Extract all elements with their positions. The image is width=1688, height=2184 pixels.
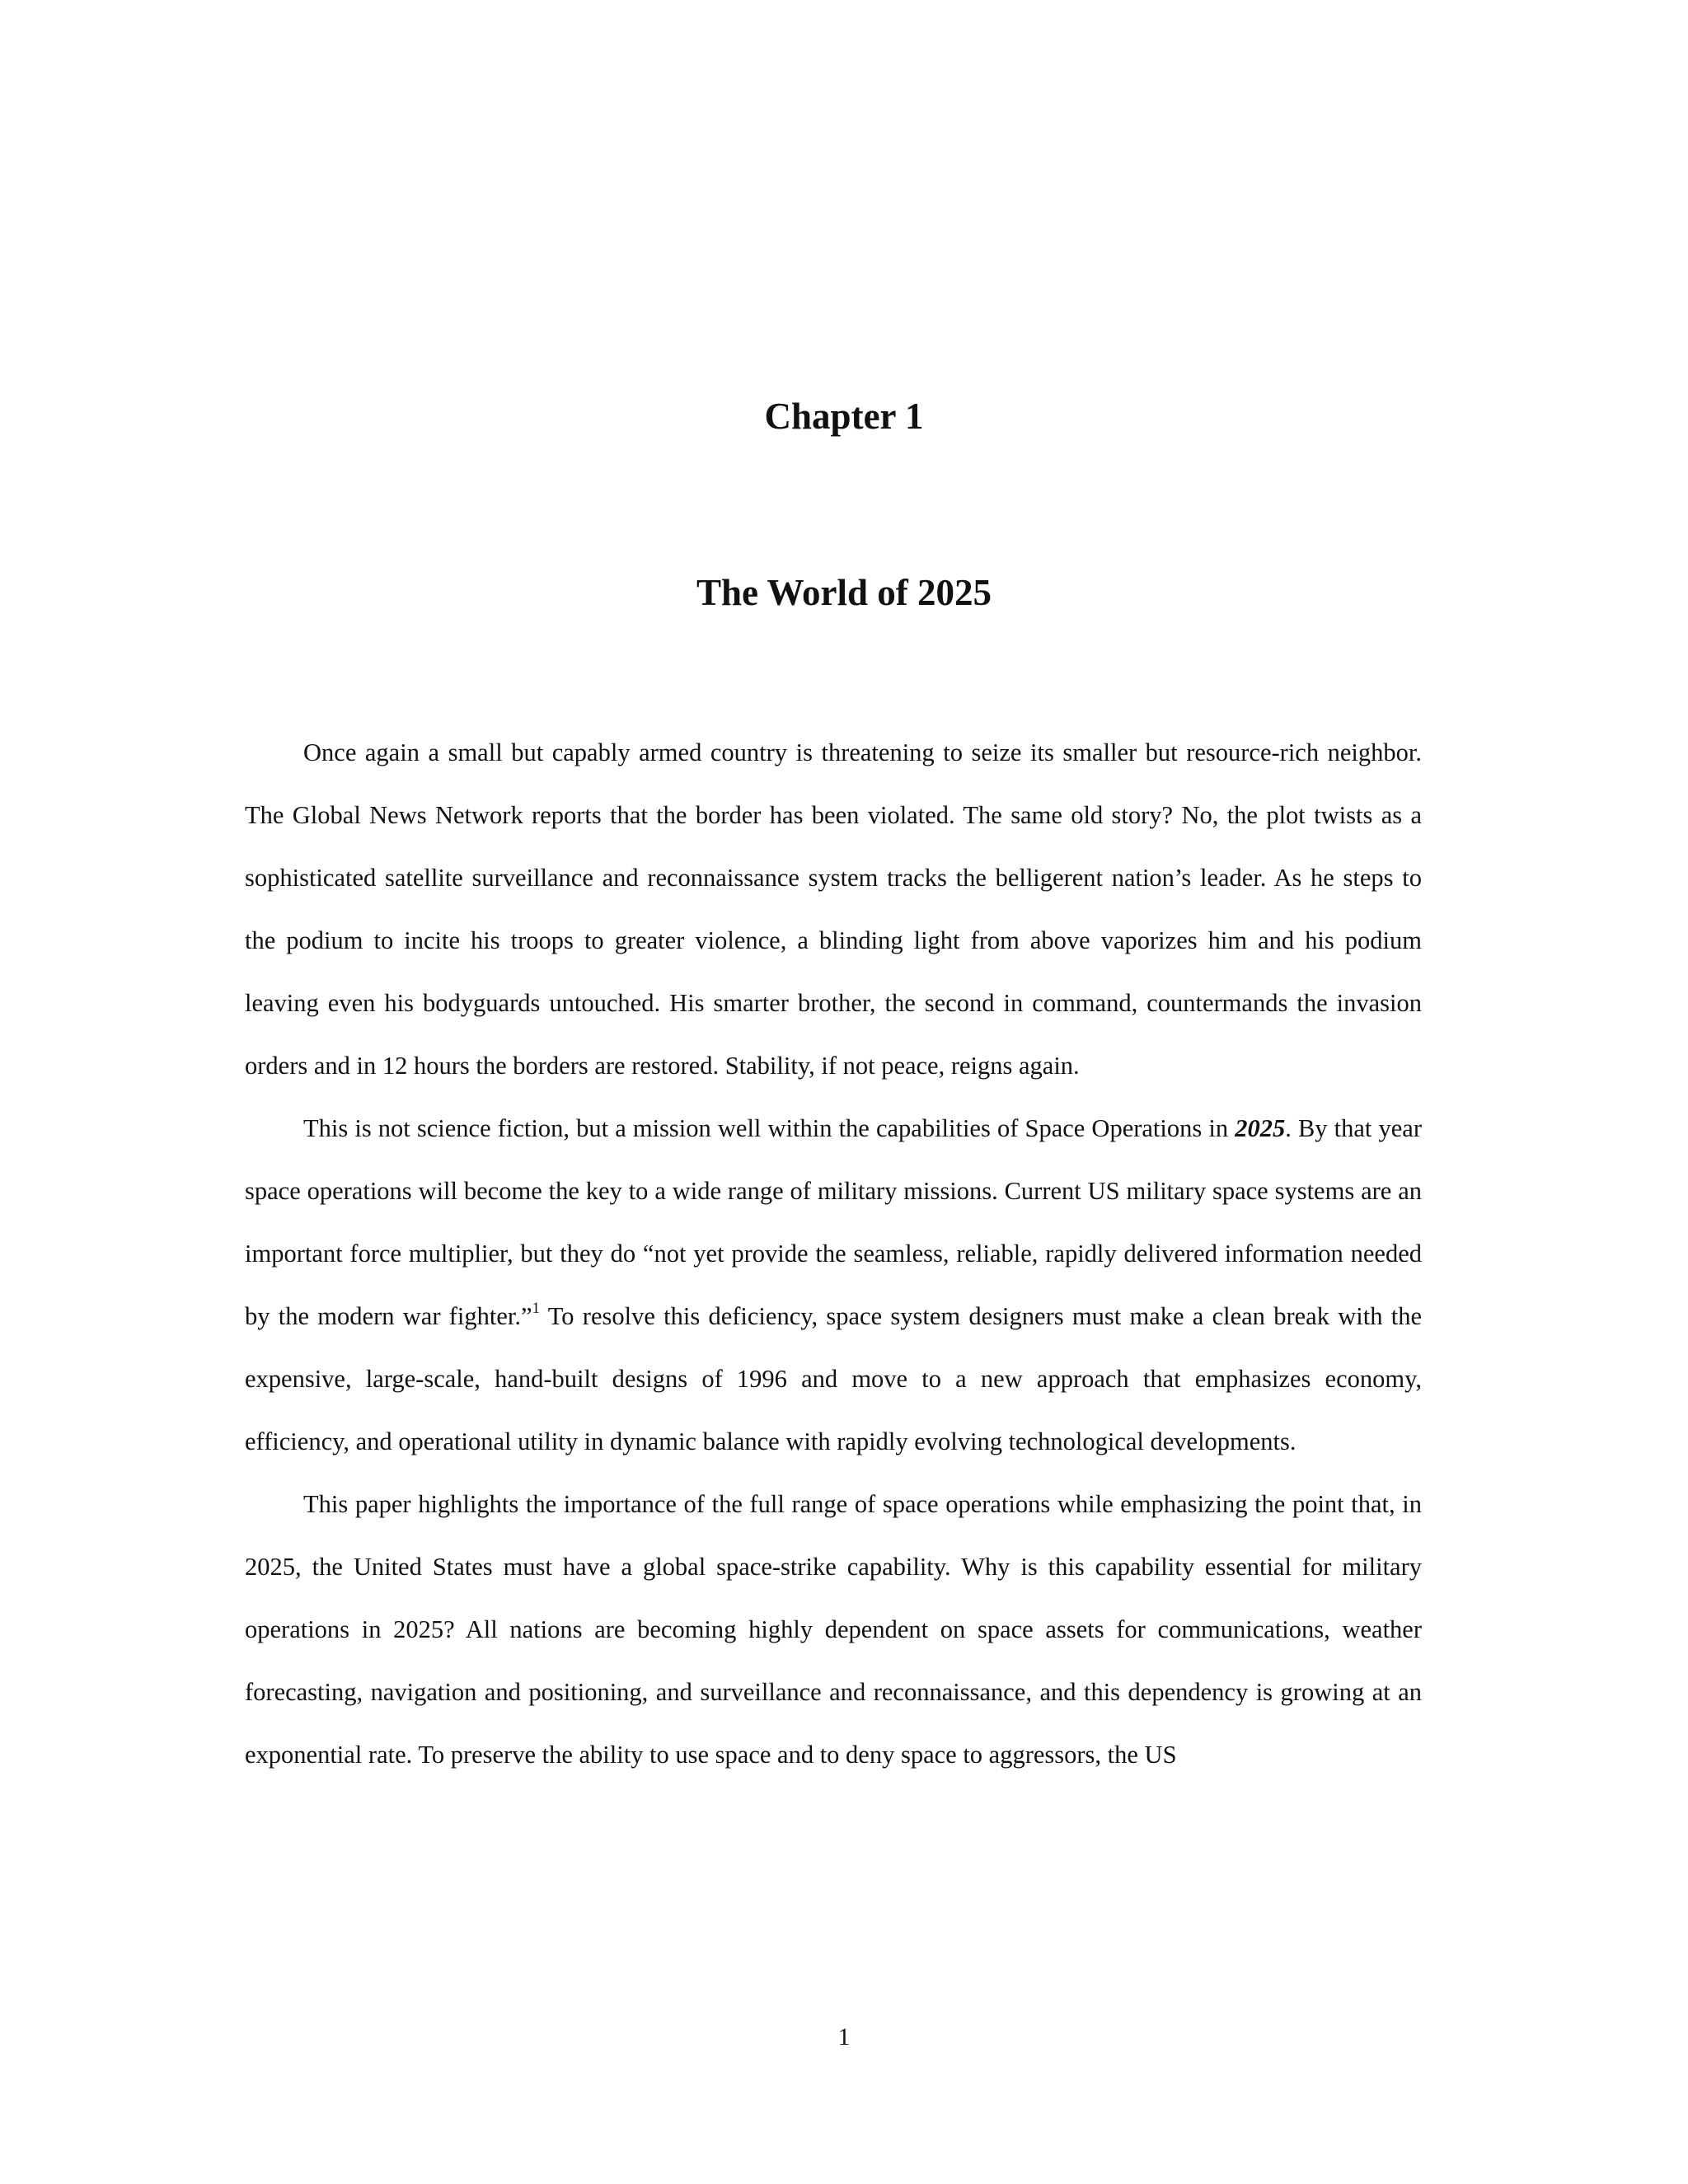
year-emphasis: 2025 bbox=[1235, 1114, 1286, 1142]
body-text bbox=[245, 721, 1422, 1786]
paragraph-3: This paper highlights the importance of the full range of space operations while emphasizing the point that, in 2025, the United States must have a global space-strike capability. Why is this capability essential for military operations in 2025? All nations are becoming highly dependent on space assets for communications, weather forecasting, navigation and positioning, and surveillance and reconnaissance, and this dependency is growing at an exponential rate. To preserve the ability to use space and to deny space to aggressors, the US bbox=[245, 1490, 1422, 1769]
page-number: 1 bbox=[837, 2023, 851, 2050]
chapter-label: Chapter 1 bbox=[764, 396, 924, 437]
paragraph-2 bbox=[245, 1097, 1422, 1473]
paragraph-2-part-2: . By that year space operations will become the key to a wide range of military missions. Current US military space systems are an important force multiplier, but they do “not yet provide the seamless, reliable, rapidly delivered information needed by the modern war fighter.” bbox=[245, 1114, 1422, 1330]
paragraph-2-part-3: To resolve this deficiency, space system designers must make a clean break with the expensive, large-scale, hand-built designs of 1996 and move to a new approach that emphasizes economy, efficiency, and operational utility in dynamic balance with rapidly evolving technological developments. bbox=[245, 1302, 1422, 1455]
paragraph-1: Once again a small but capably armed country is threatening to seize its smaller but resource-rich neighbor. The Global News Network reports that the border has been violated. The same old story? No, the plot twists as a sophisticated satellite surveillance and reconnaissance system tracks the belligerent nation’s leader. As he steps to the podium to incite his troops to greater violence, a blinding light from above vaporizes him and his podium leaving even his bodyguards untouched. His smarter brother, the second in command, countermands the invasion orders and in 12 hours the borders are restored. Stability, if not peace, reigns again. bbox=[245, 738, 1422, 1080]
paragraph-2-part-1: This is not science fiction, but a mission well within the capabilities of Space Operations in bbox=[303, 1114, 1236, 1142]
chapter-title: The World of 2025 bbox=[696, 572, 992, 613]
footnote-reference: 1 bbox=[532, 1300, 541, 1317]
